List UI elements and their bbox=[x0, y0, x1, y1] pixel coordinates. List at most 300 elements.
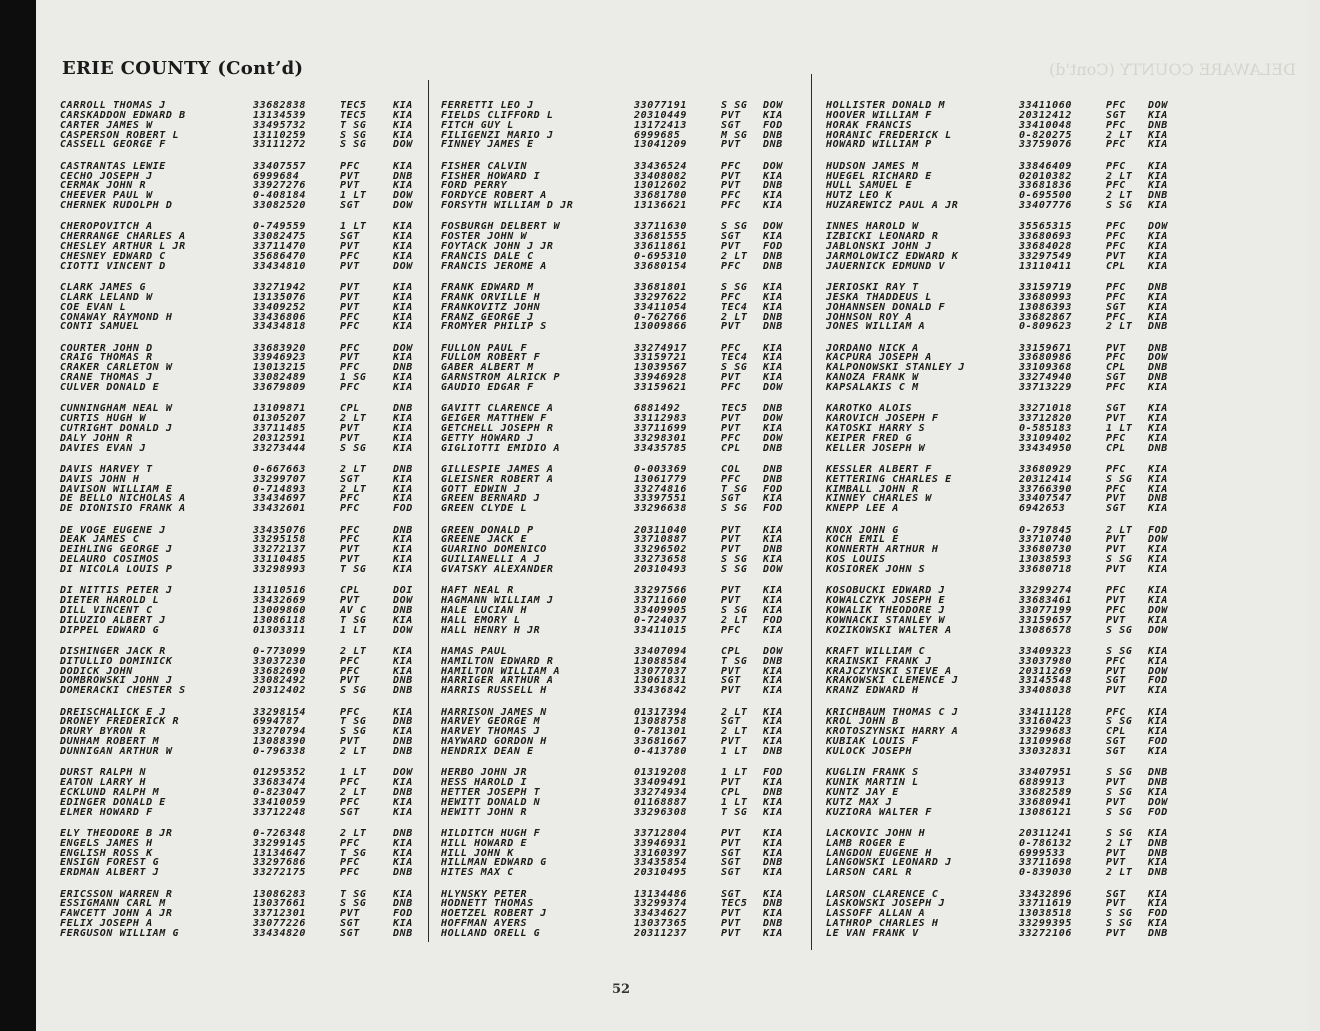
entry-status: DNB bbox=[393, 786, 413, 798]
entry-serial-number: 33946928 bbox=[634, 372, 687, 384]
entry-status: DNB bbox=[763, 786, 783, 798]
entry-serial-number: 33298993 bbox=[253, 563, 306, 575]
entry-serial-number: 35565315 bbox=[1019, 221, 1072, 233]
entry-status: KIA bbox=[763, 595, 783, 607]
entry-rank: PFC bbox=[1106, 100, 1126, 111]
entry-name: JOHANNSEN DONALD F bbox=[826, 301, 946, 313]
entry-status: KIA bbox=[1148, 614, 1168, 626]
entry-serial-number: 20311269 bbox=[1019, 665, 1072, 677]
entry-rank: SGT bbox=[721, 119, 741, 131]
entry-status: DNB bbox=[393, 927, 413, 939]
entry-rank: S SG bbox=[721, 100, 748, 111]
entry-name: LACKOVIC JOHN H bbox=[826, 827, 926, 839]
entry-status: KIA bbox=[393, 301, 413, 313]
entry-serial-number: 33409323 bbox=[1019, 645, 1072, 657]
entry-rank: TEC5 bbox=[721, 898, 748, 910]
entry-name: ECKLUND RALPH M bbox=[60, 786, 160, 798]
scan-edge bbox=[0, 0, 36, 1031]
entry-name: KOWALCZYK JOSEPH E bbox=[826, 595, 946, 607]
entry-rank: PFC bbox=[340, 362, 360, 374]
entry-status: KIA bbox=[1148, 706, 1168, 718]
entry-name: KUNTZ JAY E bbox=[826, 786, 899, 798]
entry-rank: PFC bbox=[721, 291, 741, 303]
entry-name: LASKOWSKI JOSEPH J bbox=[826, 898, 946, 910]
entry-status: FOD bbox=[763, 503, 783, 515]
entry-serial-number: 13086118 bbox=[253, 614, 306, 626]
entry-rank: PFC bbox=[340, 342, 360, 354]
entry-rank: 2 LT bbox=[721, 614, 748, 626]
entry-name: CHEROPOVITCH A bbox=[60, 221, 153, 233]
entry-rank: 2 LT bbox=[721, 250, 748, 262]
entry-status: KIA bbox=[1148, 109, 1168, 121]
entry-name: JERIOSKI RAY T bbox=[826, 281, 919, 293]
entry-serial-number: 33759076 bbox=[1019, 139, 1072, 151]
entry-rank: 1 LT bbox=[721, 767, 748, 779]
entry-status: DOW bbox=[763, 563, 783, 575]
entry-serial-number: 33681555 bbox=[634, 231, 687, 243]
entry-rank: SGT bbox=[721, 888, 741, 900]
entry-name: CHESLEY ARTHUR L JR bbox=[60, 241, 186, 252]
entry-status: KIA bbox=[1148, 422, 1168, 434]
entry-serial-number: 33432896 bbox=[1019, 888, 1072, 900]
entry-rank: PVT bbox=[340, 301, 360, 313]
entry-serial-number: 33297566 bbox=[634, 585, 687, 597]
entry-rank: PVT bbox=[721, 544, 741, 556]
entry-name: CASTRANTAS LEWIE bbox=[60, 160, 166, 172]
entry-rank: S SG bbox=[1106, 716, 1133, 728]
entry-status: KIA bbox=[393, 645, 413, 657]
entry-status: DNB bbox=[393, 685, 413, 697]
entry-serial-number: 0-820275 bbox=[1019, 129, 1072, 141]
entry-serial-number: 02010382 bbox=[1019, 170, 1072, 182]
entry-name: KULOCK JOSEPH bbox=[826, 745, 913, 757]
entry-serial-number: 0-726348 bbox=[253, 827, 306, 839]
entry-status: KIA bbox=[1148, 200, 1168, 212]
entry-status: DOW bbox=[393, 260, 413, 272]
entry-name: KUTZ MAX J bbox=[826, 796, 893, 808]
entry-rank: SGT bbox=[1106, 503, 1126, 515]
entry-status: DOW bbox=[1148, 624, 1168, 636]
entry-serial-number: 13012602 bbox=[634, 180, 687, 192]
entry-status: KIA bbox=[393, 422, 413, 434]
entry-name: HARVEY GEORGE M bbox=[441, 716, 541, 728]
entry-name: HUEGEL RICHARD E bbox=[826, 170, 932, 182]
entry-serial-number: 33680154 bbox=[634, 260, 687, 272]
entry-status: DNB bbox=[763, 857, 783, 869]
entry-rank: 2 LT bbox=[340, 745, 367, 757]
entry-status: FOD bbox=[1148, 806, 1168, 818]
entry-status: FOD bbox=[393, 908, 413, 920]
entry-serial-number: 33272137 bbox=[253, 544, 306, 556]
entry-status: KIA bbox=[1148, 413, 1168, 425]
entry-name: FISHER CALVIN bbox=[441, 160, 528, 172]
entry-rank: PFC bbox=[1106, 231, 1126, 243]
entry-serial-number: 33082489 bbox=[253, 372, 306, 384]
entry-rank: 1 LT bbox=[721, 796, 748, 808]
entry-rank: PVT bbox=[340, 675, 360, 687]
entry-rank: PFC bbox=[1106, 655, 1126, 667]
entry-status: KIA bbox=[393, 382, 413, 393]
entry-name: FULLOM ROBERT F bbox=[441, 352, 541, 364]
entry-rank: TEC4 bbox=[721, 301, 748, 313]
entry-status: DOW bbox=[393, 139, 413, 151]
entry-status: FOD bbox=[763, 767, 783, 779]
entry-status: KIA bbox=[1148, 463, 1168, 475]
entry-status: KIA bbox=[763, 524, 783, 536]
entry-status: DOW bbox=[763, 413, 783, 425]
entry-status: DNB bbox=[763, 655, 783, 667]
entry-serial-number: 0-695310 bbox=[634, 250, 687, 262]
entry-name: ELMER HOWARD F bbox=[60, 806, 153, 818]
entry-status: DNB bbox=[393, 827, 413, 839]
entry-name: KAROVICH JOSEPH F bbox=[826, 413, 939, 425]
entry-name: FRANK ORVILLE H bbox=[441, 291, 541, 303]
entry-serial-number: 6889913 bbox=[1019, 777, 1066, 789]
entry-rank: PFC bbox=[1106, 585, 1126, 597]
entry-serial-number: 33160397 bbox=[634, 847, 687, 859]
entry-name: KRICHBAUM THOMAS C J bbox=[826, 706, 959, 718]
entry-name: HAMAS PAUL bbox=[441, 645, 508, 657]
entry-status: KIA bbox=[393, 281, 413, 293]
entry-name: KANOZA FRANK W bbox=[826, 372, 919, 384]
entry-rank: PVT bbox=[721, 908, 741, 920]
entry-name: KRANZ EDWARD H bbox=[826, 685, 919, 697]
entry-rank: PVT bbox=[1106, 544, 1126, 556]
column-divider bbox=[811, 74, 812, 950]
entry-rank: PVT bbox=[1106, 413, 1126, 425]
entry-serial-number: 0-003369 bbox=[634, 463, 687, 475]
entry-status: KIA bbox=[1148, 483, 1168, 495]
entry-serial-number: 33407951 bbox=[1019, 767, 1072, 779]
entry-name: DEAK JAMES C bbox=[60, 534, 140, 546]
entry-rank: PFC bbox=[340, 706, 360, 718]
entry-name: GREENE JACK E bbox=[441, 534, 528, 546]
entry-serial-number: 33711660 bbox=[634, 595, 687, 607]
entry-name: LATHROP CHARLES H bbox=[826, 918, 939, 930]
entry-rank: PVT bbox=[721, 170, 741, 182]
column-divider bbox=[428, 80, 429, 942]
entry-rank: 1 LT bbox=[340, 767, 367, 779]
entry-serial-number: 33710887 bbox=[634, 534, 687, 546]
entry-status: KIA bbox=[1148, 129, 1168, 141]
entry-name: KINNEY CHARLES W bbox=[826, 493, 932, 505]
entry-serial-number: 33032831 bbox=[1019, 745, 1072, 757]
entry-serial-number: 33682867 bbox=[1019, 311, 1072, 323]
entry-status: KIA bbox=[393, 726, 413, 738]
entry-serial-number: 20310449 bbox=[634, 109, 687, 121]
entry-serial-number: 33411015 bbox=[634, 624, 687, 636]
entry-serial-number: 33159721 bbox=[634, 352, 687, 364]
entry-name: DAVIS HARVEY T bbox=[60, 463, 153, 475]
entry-rank: PFC bbox=[1106, 241, 1126, 252]
entry-status: FOD bbox=[1148, 736, 1168, 748]
entry-name: HALL EMORY L bbox=[441, 614, 521, 626]
entry-name: KAPSALAKIS C M bbox=[826, 382, 919, 393]
entry-serial-number: 0-762766 bbox=[634, 311, 687, 323]
entry-rank: S SG bbox=[721, 554, 748, 566]
entry-serial-number: 33037230 bbox=[253, 655, 306, 667]
entry-serial-number: 33272175 bbox=[253, 867, 306, 879]
entry-status: KIA bbox=[1148, 403, 1168, 415]
entry-serial-number: 13061779 bbox=[634, 473, 687, 485]
entry-rank: SGT bbox=[340, 918, 360, 930]
entry-name: GUARINO DOMENICO bbox=[441, 544, 547, 556]
entry-status: FOD bbox=[1148, 524, 1168, 536]
entry-name: FAWCETT JOHN A JR bbox=[60, 908, 173, 920]
entry-status: FOD bbox=[763, 241, 783, 252]
entry-name: DEIHLING GEORGE J bbox=[60, 544, 173, 556]
entry-serial-number: 33436806 bbox=[253, 311, 306, 323]
entry-serial-number: 13037661 bbox=[253, 898, 306, 910]
entry-rank: PFC bbox=[1106, 281, 1126, 293]
entry-serial-number: 13110411 bbox=[1019, 260, 1072, 272]
entry-name: HOWARD WILLIAM P bbox=[826, 139, 932, 151]
entry-serial-number: 33434810 bbox=[253, 260, 306, 272]
entry-rank: PFC bbox=[340, 655, 360, 667]
entry-status: KIA bbox=[763, 796, 783, 808]
entry-status: KIA bbox=[763, 927, 783, 939]
entry-name: ERICSSON WARREN R bbox=[60, 888, 173, 900]
entry-rank: PVT bbox=[340, 554, 360, 566]
entry-serial-number: 0-786132 bbox=[1019, 837, 1072, 849]
entry-name: FRANCIS JEROME A bbox=[441, 260, 547, 272]
entry-rank: AV C bbox=[340, 604, 367, 616]
entry-rank: PFC bbox=[721, 432, 741, 444]
entry-status: KIA bbox=[763, 604, 783, 616]
entry-name: ENSIGN FOREST G bbox=[60, 857, 160, 869]
entry-name: GARNSTROM ALRICK P bbox=[441, 372, 561, 384]
entry-name: DILL VINCENT C bbox=[60, 604, 153, 616]
entry-name: HARRIS RUSSELL H bbox=[441, 685, 547, 697]
entry-rank: T SG bbox=[340, 888, 367, 900]
entry-rank: CPL bbox=[1106, 260, 1126, 272]
entry-name: HENDRIX DEAN E bbox=[441, 745, 534, 757]
entry-serial-number: 13110516 bbox=[253, 585, 306, 597]
entry-name: KUGLIN FRANK S bbox=[826, 767, 919, 779]
entry-serial-number: 01319208 bbox=[634, 767, 687, 779]
entry-name: GAVITT CLARENCE A bbox=[441, 403, 554, 415]
entry-status: DNB bbox=[393, 716, 413, 728]
entry-name: KALPONOWSKI STANLEY J bbox=[826, 362, 966, 374]
entry-serial-number: 0-797845 bbox=[1019, 524, 1072, 536]
entry-serial-number: 33711630 bbox=[634, 221, 687, 233]
entry-rank: PVT bbox=[340, 908, 360, 920]
entry-serial-number: 33680929 bbox=[1019, 463, 1072, 475]
entry-serial-number: 13134539 bbox=[253, 109, 306, 121]
entry-serial-number: 6999684 bbox=[253, 170, 300, 182]
entry-name: HOLLISTER DONALD M bbox=[826, 100, 946, 111]
entry-rank: PVT bbox=[1106, 777, 1126, 789]
entry-status: DOW bbox=[1148, 604, 1168, 616]
entry-serial-number: 33711470 bbox=[253, 241, 306, 252]
entry-status: KIA bbox=[393, 473, 413, 485]
entry-name: KONNERTH ARTHUR H bbox=[826, 544, 939, 556]
entry-serial-number: 13038518 bbox=[1019, 908, 1072, 920]
entry-name: KAROTKO ALOIS bbox=[826, 403, 913, 415]
entry-name: LAMB ROGER E bbox=[826, 837, 906, 849]
entry-name: COE EVAN L bbox=[60, 301, 127, 313]
entry-status: DNB bbox=[1148, 847, 1168, 859]
entry-serial-number: 13088390 bbox=[253, 736, 306, 748]
entry-rank: CPL bbox=[721, 442, 741, 454]
entry-rank: PVT bbox=[721, 180, 741, 192]
entry-status: KIA bbox=[1148, 250, 1168, 262]
entry-rank: SGT bbox=[340, 200, 360, 212]
entry-serial-number: 33434820 bbox=[253, 927, 306, 939]
entry-status: DNB bbox=[1148, 777, 1168, 789]
entry-rank: CPL bbox=[1106, 362, 1126, 374]
entry-name: KOSOBUCKI EDWARD J bbox=[826, 585, 946, 597]
entry-rank: PVT bbox=[340, 422, 360, 434]
entry-rank: PVT bbox=[1106, 614, 1126, 626]
entry-name: HOETZEL ROBERT J bbox=[441, 908, 547, 920]
entry-name: HARRISON JAMES N bbox=[441, 706, 547, 718]
entry-status: KIA bbox=[1148, 139, 1168, 151]
entry-rank: PVT bbox=[1106, 898, 1126, 910]
entry-name: JABLONSKI JOHN J bbox=[826, 241, 932, 252]
entry-status: DNB bbox=[1148, 837, 1168, 849]
entry-rank: 2 LT bbox=[340, 463, 367, 475]
entry-rank: 2 LT bbox=[340, 786, 367, 798]
entry-name: DAVISON WILLIAM E bbox=[60, 483, 173, 495]
entry-rank: PVT bbox=[721, 918, 741, 930]
entry-serial-number: 0-695500 bbox=[1019, 190, 1072, 202]
entry-rank: 1 LT bbox=[340, 624, 367, 636]
entry-rank: S SG bbox=[1106, 473, 1133, 485]
entry-name: HAFT NEAL R bbox=[441, 585, 514, 597]
entry-serial-number: 20312591 bbox=[253, 432, 306, 444]
entry-rank: PFC bbox=[340, 796, 360, 808]
entry-serial-number: 13110259 bbox=[253, 129, 306, 141]
entry-name: JAUERNICK EDMUND V bbox=[826, 260, 946, 272]
entry-name: KOWALIK THEODORE J bbox=[826, 604, 946, 616]
entry-status: DOW bbox=[1148, 221, 1168, 233]
entry-name: LANGDON EUGENE H bbox=[826, 847, 932, 859]
entry-serial-number: 33435785 bbox=[634, 442, 687, 454]
entry-status: DNB bbox=[1148, 342, 1168, 354]
entry-name: DODICK JOHN bbox=[60, 665, 133, 677]
entry-rank: PVT bbox=[1106, 493, 1126, 505]
entry-status: KIA bbox=[393, 777, 413, 789]
entry-status: DNB bbox=[1148, 767, 1168, 779]
entry-name: CUTRIGHT DONALD J bbox=[60, 422, 173, 434]
entry-status: DNB bbox=[1148, 321, 1168, 333]
entry-name: EATON LARRY H bbox=[60, 777, 147, 789]
entry-serial-number: 13086393 bbox=[1019, 301, 1072, 313]
entry-rank: SGT bbox=[721, 857, 741, 869]
entry-serial-number: 0-413780 bbox=[634, 745, 687, 757]
entry-name: HORANIC FREDERICK L bbox=[826, 129, 952, 141]
entry-name: KEIPER FRED G bbox=[826, 432, 913, 444]
entry-status: KIA bbox=[1148, 473, 1168, 485]
entry-rank: PFC bbox=[1106, 119, 1126, 131]
entry-name: DREISCHALICK E J bbox=[60, 706, 166, 718]
entry-serial-number: 33680986 bbox=[1019, 352, 1072, 364]
entry-serial-number: 33297622 bbox=[634, 291, 687, 303]
entry-rank: 1 LT bbox=[340, 190, 367, 202]
entry-name: GILLESPIE JAMES A bbox=[441, 463, 554, 475]
entry-serial-number: 33298301 bbox=[634, 432, 687, 444]
entry-name: FOSTER JOHN W bbox=[441, 231, 528, 243]
entry-name: HAMILTON EDWARD R bbox=[441, 655, 554, 667]
entry-name: CHERRANGE CHARLES A bbox=[60, 231, 186, 243]
entry-rank: PVT bbox=[340, 544, 360, 556]
entry-name: GLEISNER ROBERT A bbox=[441, 473, 554, 485]
entry-serial-number: 20312414 bbox=[1019, 473, 1072, 485]
entry-status: DNB bbox=[763, 321, 783, 333]
entry-serial-number: 33274917 bbox=[634, 342, 687, 354]
entry-rank: PVT bbox=[721, 585, 741, 597]
entry-serial-number: 33082475 bbox=[253, 231, 306, 243]
entry-rank: PVT bbox=[340, 432, 360, 444]
entry-rank: PFC bbox=[1106, 311, 1126, 323]
entry-status: KIA bbox=[1148, 857, 1168, 869]
entry-name: KESSLER ALBERT F bbox=[826, 463, 932, 475]
entry-status: KIA bbox=[393, 413, 413, 425]
entry-serial-number: 33680730 bbox=[1019, 544, 1072, 556]
entry-serial-number: 33037980 bbox=[1019, 655, 1072, 667]
entry-serial-number: 33273444 bbox=[253, 442, 306, 454]
entry-status: KIA bbox=[1148, 544, 1168, 556]
entry-status: DOW bbox=[1148, 665, 1168, 677]
entry-status: KIA bbox=[763, 726, 783, 738]
entry-rank: 2 LT bbox=[721, 311, 748, 323]
entry-rank: T SG bbox=[340, 614, 367, 626]
entry-name: KIMBALL JOHN R bbox=[826, 483, 919, 495]
entry-rank: PFC bbox=[340, 503, 360, 515]
entry-status: DNB bbox=[763, 129, 783, 141]
entry-rank: T SG bbox=[721, 806, 748, 818]
entry-name: JORDANO NICK A bbox=[826, 342, 919, 354]
entry-rank: PVT bbox=[721, 736, 741, 748]
entry-status: KIA bbox=[763, 827, 783, 839]
entry-status: KIA bbox=[1148, 563, 1168, 575]
entry-serial-number: 33434950 bbox=[1019, 442, 1072, 454]
entry-rank: CPL bbox=[1106, 442, 1126, 454]
entry-status: KIA bbox=[393, 231, 413, 243]
entry-rank: S SG bbox=[1106, 806, 1133, 818]
entry-name: DAVIS JOHN H bbox=[60, 473, 140, 485]
entry-name: CHEEVER PAUL W bbox=[60, 190, 153, 202]
entry-status: KIA bbox=[393, 534, 413, 546]
entry-status: KIA bbox=[1148, 716, 1168, 728]
entry-name: KNOX JOHN G bbox=[826, 524, 899, 536]
entry-rank: PFC bbox=[340, 160, 360, 172]
entry-serial-number: 33273658 bbox=[634, 554, 687, 566]
entry-rank: PFC bbox=[1106, 352, 1126, 364]
entry-name: KACPURA JOSEPH A bbox=[826, 352, 932, 364]
entry-rank: S SG bbox=[1106, 645, 1133, 657]
entry-status: DNB bbox=[763, 463, 783, 475]
entry-serial-number: 33109368 bbox=[1019, 362, 1072, 374]
entry-serial-number: 35686470 bbox=[253, 250, 306, 262]
entry-status: DOW bbox=[393, 767, 413, 779]
entry-serial-number: 33271942 bbox=[253, 281, 306, 293]
entry-status: KIA bbox=[393, 321, 413, 333]
entry-name: KROL JOHN B bbox=[826, 716, 899, 728]
entry-serial-number: 0-809623 bbox=[1019, 321, 1072, 333]
entry-name: FRANK EDWARD M bbox=[441, 281, 534, 293]
entry-status: KIA bbox=[763, 837, 783, 849]
entry-rank: S SG bbox=[340, 685, 367, 697]
entry-rank: PVT bbox=[340, 736, 360, 748]
entry-name: CARTER JAMES W bbox=[60, 119, 153, 131]
entry-name: GREEN DONALD P bbox=[441, 524, 534, 536]
entry-serial-number: 6881492 bbox=[634, 403, 681, 415]
entry-status: KIA bbox=[1148, 585, 1168, 597]
entry-name: KRAINSKI FRANK J bbox=[826, 655, 932, 667]
entry-rank: S SG bbox=[1106, 827, 1133, 839]
